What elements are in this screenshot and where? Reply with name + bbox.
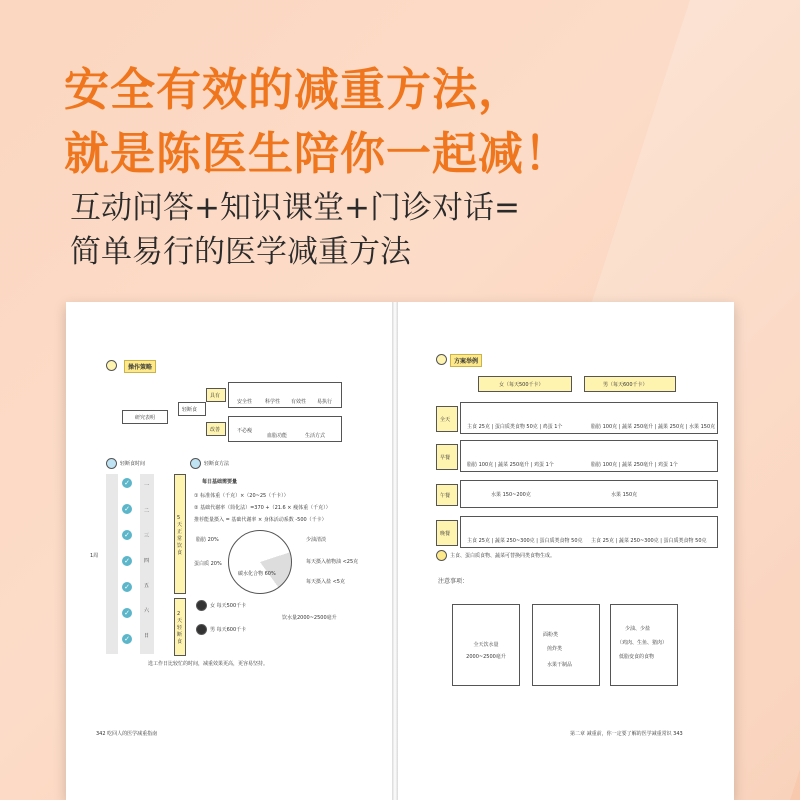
check-icon: ✓: [122, 478, 132, 488]
timeline-label: 轻断食时间: [120, 461, 146, 467]
headline-line1: 安全有效的减重方法，: [64, 63, 525, 116]
meal-lunch: 午餐: [436, 484, 458, 506]
food-card: 面粉类 煎炸类 水果干制品: [532, 604, 600, 686]
meal-breakfast: 早餐: [436, 444, 458, 470]
meal-dinner: 晚餐: [436, 520, 458, 546]
water-label: 饮水量2000~2500毫升: [282, 615, 337, 621]
period-label: 1周: [90, 553, 99, 559]
bottom-note: 选工作日比较忙的时间，减重效果更高，更容易坚持。: [148, 661, 269, 667]
subtitle-line1: 互动问答+知识课堂+门诊对话=: [70, 190, 520, 226]
male-label: 男 每天600千卡: [210, 627, 247, 633]
method-label: 轻断食方法: [204, 461, 230, 467]
adv-node: 具有: [206, 388, 226, 402]
research-node: 研究表明: [122, 410, 168, 424]
female-head: 女（每天500千卡）: [478, 376, 572, 392]
meal-lunch-row: 水果 150~200克 水果 150克: [460, 480, 718, 508]
need-title: 每日基础需要量: [202, 479, 238, 485]
nutrition-pie: [228, 530, 292, 594]
subtitle-line2: 简单易行的医学减重方法: [70, 234, 411, 270]
attention-title: 注意事项：: [438, 578, 469, 585]
clipboard-icon: [436, 354, 447, 365]
adv-box: 安全性 科学性 有效性 易执行: [228, 382, 342, 408]
right-section-tag: 方案举例: [450, 354, 482, 367]
day-column: [140, 474, 154, 654]
check-icon: ✓: [122, 556, 132, 566]
normal-diet-bar: 5天正常饮食: [174, 474, 186, 594]
check-icon: ✓: [122, 582, 132, 592]
right-footer: 第二章 减重前，你一定要了解的医学减重常识 343: [570, 731, 683, 737]
open-book: [66, 302, 734, 800]
male-head: 男（每天600千卡）: [584, 376, 676, 392]
check-icon: ✓: [122, 634, 132, 644]
headline-line2: 就是陈医生陪你一起减！: [64, 127, 571, 180]
left-page: 操作策略 研究表明 轻断食 具有 安全性 科学性 有效性 易执行 改善 不必瘦 血脂功能 生活方式 轻断食时间 轻断食方法 一 二 三 四 五 六 日 1周 ✓ ✓ ✓ ✓ ✓ ✓ ✓ 5天正常饮食 2天轻断食 每日基础需要量 ① 标准体重（千克）×（20~25（千卡）） ② 基础代谢率（简化法）=370 +（21.6 × 瘦体重（千克）） 推荐能量摄入 = 基础代谢率 × 身体活动系数 -500（千卡） 脂肪 20% 蛋白质 20% 碳水化合物 60% 少油清淡 每天摄入植物油 <25克 每天摄入盐 <5克 女 每天500千卡 男 每天600千卡 饮水量2000~2500毫升 选工作日比较忙的时间，减重效果更高，更容易坚持。 342 吃回人的医学减重指南: [66, 302, 392, 800]
check-icon: ✓: [122, 530, 132, 540]
female-avatar-icon: [196, 600, 207, 611]
left-footer: 342 吃回人的医学减重指南: [96, 731, 158, 737]
meal-all: 全天: [436, 406, 458, 432]
tip-icon: [436, 550, 447, 561]
fast-diet-bar: 2天轻断食: [174, 598, 186, 656]
female-label: 女 每天500千卡: [210, 603, 247, 609]
check-icon: ✓: [122, 608, 132, 618]
bulb-icon: [106, 360, 117, 371]
clock-icon: [106, 458, 117, 469]
list-icon: [190, 458, 201, 469]
subtitle: [70, 186, 520, 274]
diet-card: 少油、少盐 （鸡肉、生鱼、猪肉） 低脂变食的食物: [610, 604, 678, 686]
week-bar: [106, 474, 118, 654]
left-section-tag: 操作策略: [124, 360, 156, 373]
meal-all-row: 主食 25克 | 蛋白质类食物 50克 | 鸡蛋 1个 脂肪 100克 | 蔬菜 250毫升 | 蔬果 250克 | 水果 150克: [460, 402, 718, 434]
headline: [64, 58, 570, 186]
meal-breakfast-row: 脂肪 100克 | 蔬菜 250毫升 | 鸡蛋 1个 脂肪 100克 | 蔬菜 250毫升 | 鸡蛋 1个: [460, 440, 718, 472]
water-card: 全天饮水量 2000~2500毫升: [452, 604, 520, 686]
right-page: [400, 302, 734, 800]
improve-node: 改善: [206, 422, 226, 436]
book-spine: [392, 302, 398, 800]
check-icon: ✓: [122, 504, 132, 514]
meal-dinner-row: 主食 25克 | 蔬菜 250~300克 | 蛋白质类食物 50克 主食 25克 | 蔬菜 250~300克 | 蛋白质类食物 50克: [460, 516, 718, 548]
light-fast-node: 轻断食: [178, 402, 206, 416]
male-avatar-icon: [196, 624, 207, 635]
improve-box: 不必瘦 血脂功能 生活方式: [228, 416, 342, 442]
tip-text: 主食、蛋白质食物、蔬菜可替换同类食物生成。: [450, 553, 556, 559]
